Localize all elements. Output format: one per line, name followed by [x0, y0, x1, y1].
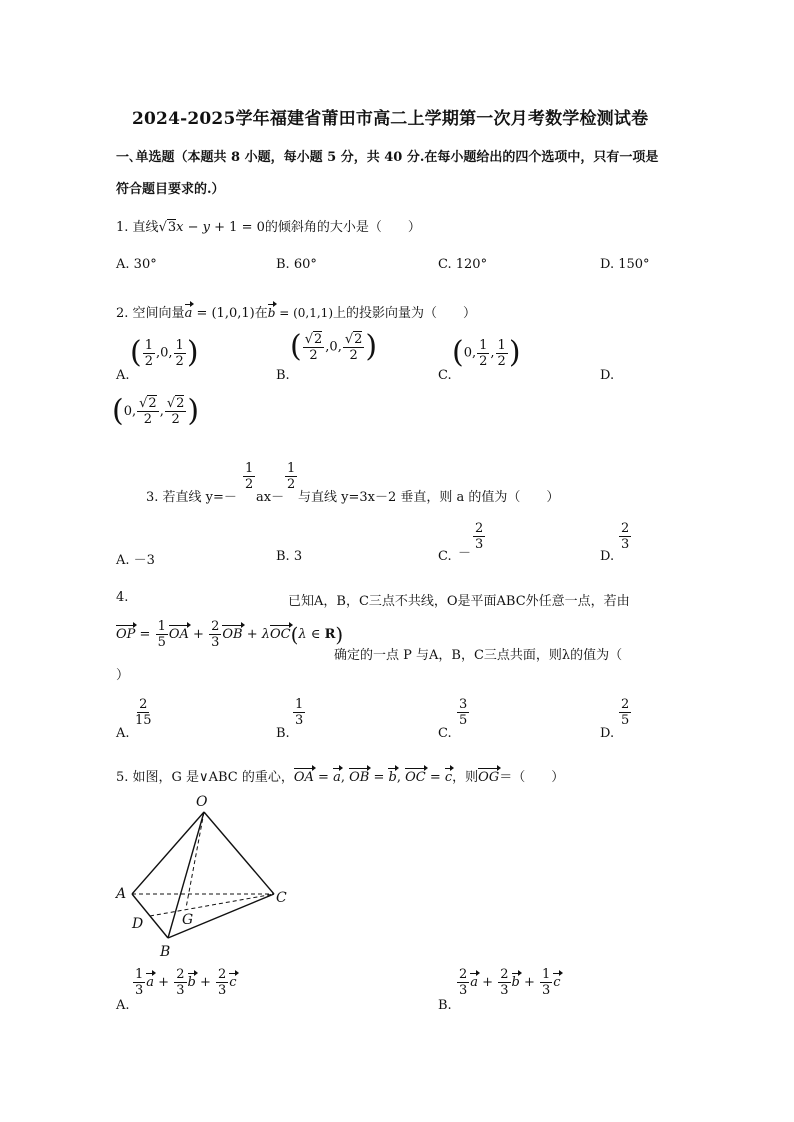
- q2-option-b-value: ( $\frac{√2}{2}$ ,0, $\frac{√2}{2}$ ): [290, 329, 378, 364]
- q1-option-d[interactable]: [600, 257, 650, 272]
- section-heading-line2: 符合题目要求的.）: [116, 182, 225, 197]
- q3-mid: ax－: [256, 490, 285, 505]
- section-heading-line1: 一､单选题（本题共 8 小题，每小题 5 分，共 40 分.在每小题给出的四个选项中，只有一项是: [116, 150, 659, 165]
- option-letter: A.: [116, 726, 130, 741]
- q4-option-b-value: $\frac{1}{3}$: [295, 697, 304, 728]
- q3-option-a[interactable]: [116, 549, 155, 568]
- option-letter: B.: [276, 549, 290, 564]
- minus-sign: －: [458, 546, 472, 561]
- q2-option-d-value: (0, $\frac{√2}{2}$ , $\frac{√2}{2}$ ): [112, 393, 200, 428]
- edge-OC: [204, 812, 274, 894]
- q1-equation: √3x − y + 1 = 0: [158, 220, 265, 235]
- option-letter: B.: [276, 368, 290, 383]
- median-DC: [150, 894, 274, 916]
- q3-frac-2: $\frac{1}{2}$: [287, 461, 296, 492]
- q5-vector-defs: OA = a, OB = b, OC = c: [293, 770, 453, 785]
- option-value: 150°: [618, 257, 650, 272]
- q2-vector-b: b = (0,1,1): [267, 306, 334, 320]
- q1-pre: 直线: [132, 220, 159, 235]
- q2-mid: 在: [254, 306, 268, 321]
- q2-option-c-value: (0, $\frac{1}{2}$ , $\frac{1}{2}$ ): [452, 335, 521, 370]
- q5-post: ，则: [452, 770, 479, 785]
- option-letter: C.: [438, 549, 452, 564]
- q5-option-a-value: $\frac{1}{3}$ a + $\frac{2}{3}$ b + $\frac{2}{3}$ c: [135, 967, 237, 998]
- option-letter: C.: [438, 726, 452, 741]
- option-letter: C.: [438, 368, 452, 383]
- tetrahedron-figure: [110, 790, 300, 960]
- label-G: G: [182, 912, 194, 928]
- document-title: 2024-2025学年福建省莆田市高二上学期第一次月考数学检测试卷: [132, 109, 649, 129]
- q5-tail: ＝（ ）: [499, 770, 565, 785]
- label-D: D: [132, 916, 144, 932]
- q4-equation: OP = $\frac{1}{5}$ OA + $\frac{2}{3}$ OB + λOC(λ ∈ R): [116, 619, 344, 650]
- q2-option-a-value: ( $\frac{1}{2}$ ,0, $\frac{1}{2}$ ): [130, 335, 199, 370]
- q3-frac-1: $\frac{1}{2}$: [245, 461, 254, 492]
- q2-pre: 空间向量: [132, 306, 185, 321]
- q3-option-b[interactable]: [276, 549, 302, 564]
- q4-option-d-value: $\frac{2}{5}$: [621, 697, 630, 728]
- option-letter: B.: [438, 998, 452, 1013]
- option-letter: A.: [116, 257, 130, 272]
- q1-post: 的倾斜角的大小是（ ）: [264, 220, 421, 235]
- option-letter: D.: [600, 549, 615, 564]
- edge-OA: [132, 812, 204, 894]
- q3-option-d-value: $\frac{2}{3}$: [621, 521, 630, 552]
- q3-pre: 3. 若直线 y=－: [146, 490, 237, 505]
- label-O: O: [196, 794, 208, 810]
- question-5: [116, 766, 564, 785]
- option-value: 30°: [133, 257, 157, 272]
- option-letter: A.: [116, 998, 130, 1013]
- q1-option-c[interactable]: [438, 257, 487, 272]
- q2-option-d[interactable]: [600, 368, 614, 383]
- option-letter: A.: [116, 368, 130, 383]
- option-letter: B.: [276, 726, 290, 741]
- q1-number: 1.: [116, 220, 129, 235]
- option-value: 3: [293, 549, 303, 564]
- q2-vector-a: a = (1,0,1): [184, 306, 255, 321]
- option-value: 60°: [293, 257, 317, 272]
- q1-option-a[interactable]: [116, 257, 157, 272]
- q4-number: 4.: [116, 590, 129, 605]
- option-letter: B.: [276, 257, 290, 272]
- option-value: 120°: [455, 257, 488, 272]
- q3-option-c-value: $\frac{2}{3}$: [475, 521, 484, 552]
- q1-option-b[interactable]: [276, 257, 317, 272]
- q2-post: 上的投影向量为（ ）: [333, 306, 477, 321]
- option-letter: D.: [600, 368, 615, 383]
- q4-text-3: ）: [116, 668, 130, 683]
- q5-option-b-value: $\frac{2}{3}$ a + $\frac{2}{3}$ b + $\frac{1}{3}$ c: [459, 967, 561, 998]
- q4-option-c-value: $\frac{3}{5}$: [459, 697, 468, 728]
- question-2: [116, 302, 476, 321]
- option-value: －3: [133, 553, 155, 568]
- option-letter: D.: [600, 726, 615, 741]
- label-A: A: [116, 886, 127, 902]
- question-1: [116, 216, 421, 235]
- label-B: B: [160, 944, 171, 960]
- q5-pre: 5. 如图，G 是∨ABC 的重心，: [116, 770, 294, 785]
- q4-text-1: 已知A，B，C三点不共线，O是平面ABC外任意一点，若由: [288, 594, 630, 609]
- q4-option-a-value: $\frac{2}{15}$: [135, 697, 152, 728]
- label-C: C: [276, 890, 287, 906]
- option-letter: A.: [116, 553, 130, 568]
- q2-number: 2.: [116, 306, 129, 321]
- q5-vector-og: OG: [478, 770, 500, 785]
- option-letter: D.: [600, 257, 615, 272]
- option-letter: C.: [438, 257, 452, 272]
- q4-text-2: 确定的一点 P 与A，B，C三点共面，则λ的值为（: [334, 648, 623, 663]
- q3-post: 与直线 y=3x－2 垂直，则 a 的值为（ ）: [298, 490, 560, 505]
